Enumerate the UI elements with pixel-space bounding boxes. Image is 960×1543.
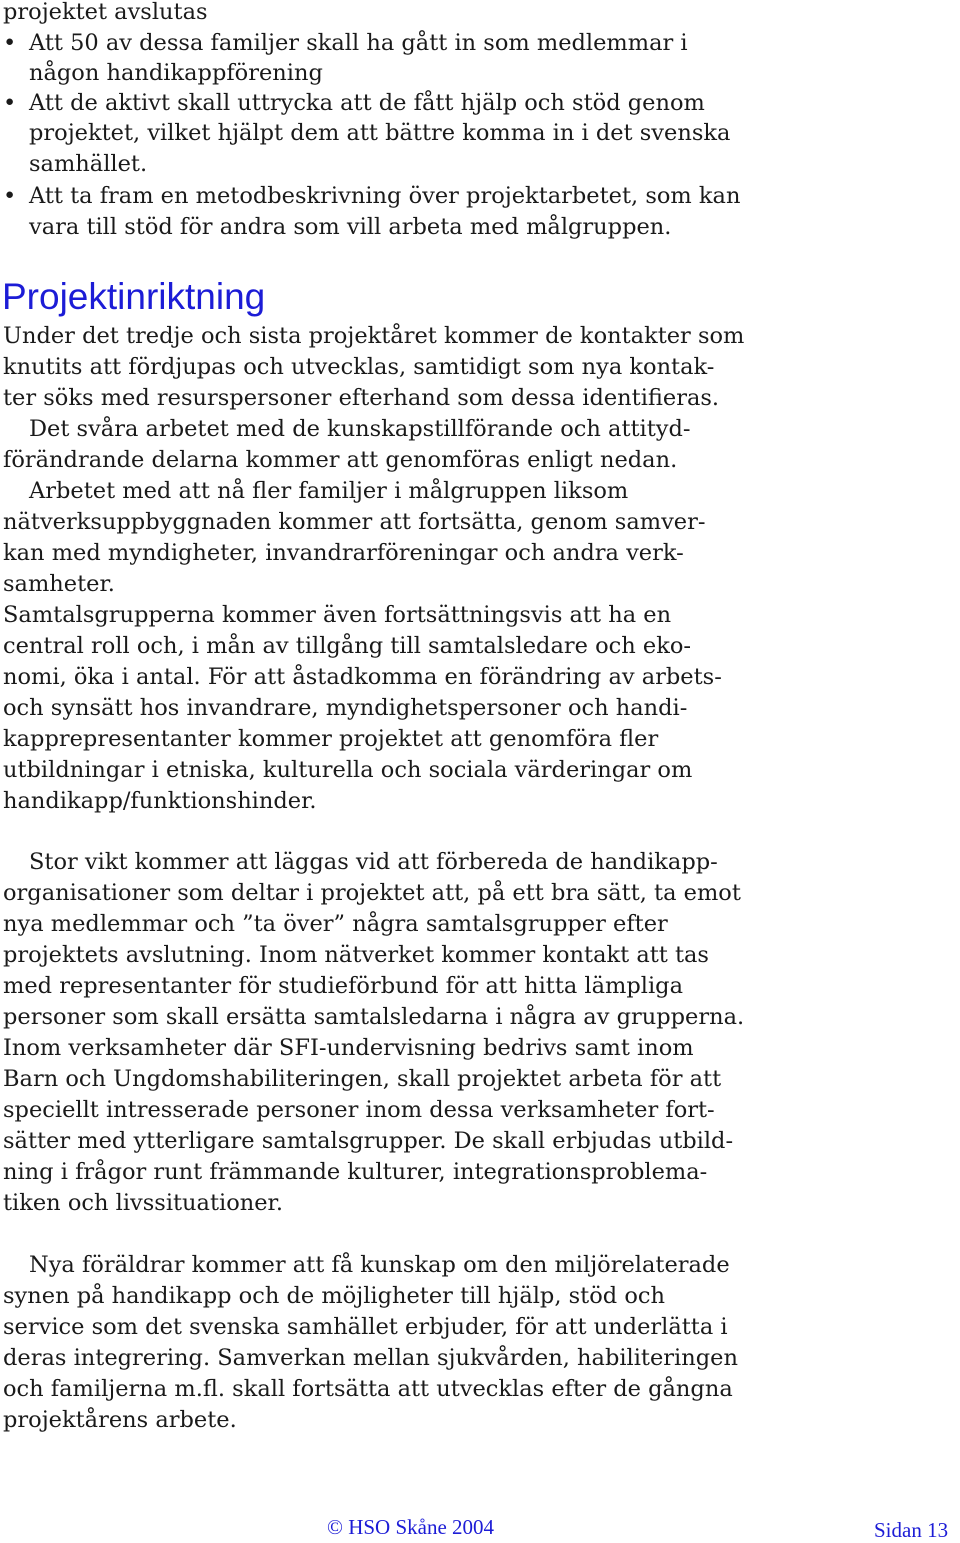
bullet-icon: • — [3, 90, 17, 116]
body-line: knutits att fördjupas och utvecklas, samtidigt som nya kontak- — [3, 354, 715, 380]
page-number: Sidan 13 — [874, 1518, 949, 1542]
body-line: service som det svenska samhället erbjuder, för att underlätta i — [3, 1314, 728, 1340]
body-line: ter söks med resurspersoner efterhand som dessa identifieras. — [3, 385, 720, 411]
body-line: tiken och livssituationer. — [3, 1190, 283, 1216]
list-item: Att 50 av dessa familjer skall ha gått in som medlemmar i — [29, 30, 688, 56]
bullet-icon: • — [3, 30, 17, 56]
body-line: och synsätt hos invandrare, myndighetspersoner och handi- — [3, 695, 688, 721]
body-line: speciellt intresserade personer inom dessa verksamheter fort- — [3, 1097, 715, 1123]
list-item: samhället. — [29, 151, 148, 177]
body-line: nätverksuppbyggnaden kommer att fortsätta, genom samver- — [3, 509, 706, 535]
list-item: Att de aktivt skall uttrycka att de fått hjälp och stöd genom — [29, 90, 705, 116]
body-line: med representanter för studieförbund för att hitta lämpliga — [3, 973, 683, 999]
body-line: projektårens arbete. — [3, 1407, 237, 1433]
body-line: central roll och, i mån av tillgång till samtalsledare och eko- — [3, 633, 691, 659]
body-line: kan med myndigheter, invandrarföreningar och andra verk- — [3, 540, 684, 566]
body-line: förändrande delarna kommer att genomföras enligt nedan. — [3, 447, 678, 473]
body-line: utbildningar i etniska, kulturella och sociala värderingar om — [3, 757, 693, 783]
body-line: nomi, öka i antal. För att åstadkomma en förändring av arbets- — [3, 664, 722, 690]
list-item: någon handikappförening — [29, 60, 323, 86]
body-line: nya medlemmar och ”ta över” några samtalsgrupper efter — [3, 911, 668, 937]
body-line: kapprepresentanter kommer projektet att genomföra fler — [3, 726, 659, 752]
body-line: Inom verksamheter där SFI-undervisning bedrivs samt inom — [3, 1035, 694, 1061]
bullet-icon: • — [3, 183, 17, 209]
body-line: Under det tredje och sista projektåret kommer de kontakter som — [3, 323, 745, 349]
body-line: ning i frågor runt främmande kulturer, integrationsproblema- — [3, 1159, 708, 1185]
body-line: Arbetet med att nå fler familjer i målgruppen liksom — [29, 478, 629, 504]
body-line: Barn och Ungdomshabiliteringen, skall projektet arbeta för att — [3, 1066, 722, 1092]
body-line: och familjerna m.fl. skall fortsätta att utvecklas efter de gångna — [3, 1376, 733, 1402]
body-line: Samtalsgrupperna kommer även fortsättningsvis att ha en — [3, 602, 672, 628]
body-line: deras integrering. Samverkan mellan sjukvården, habiliteringen — [3, 1345, 738, 1371]
body-line: personer som skall ersätta samtalsledarna i några av grupperna. — [3, 1004, 745, 1030]
list-item: vara till stöd för andra som vill arbeta med målgruppen. — [29, 214, 672, 240]
body-line: handikapp/funktionshinder. — [3, 788, 317, 814]
body-line: Det svåra arbetet med de kunskapstillförande och attityd- — [29, 416, 691, 442]
body-line: samheter. — [3, 571, 115, 597]
body-line: Nya föräldrar kommer att få kunskap om den miljörelaterade — [29, 1252, 730, 1278]
section-heading: Projektinriktning — [2, 276, 266, 317]
copyright-footer: © HSO Skåne 2004 — [327, 1515, 495, 1539]
body-line: synen på handikapp och de möjligheter till hjälp, stöd och — [3, 1283, 665, 1309]
body-line: projektets avslutning. Inom nätverket kommer kontakt att tas — [3, 942, 709, 968]
body-line: organisationer som deltar i projektet att, på ett bra sätt, ta emot — [3, 880, 741, 906]
list-item: projektet, vilket hjälpt dem att bättre komma in i det svenska — [29, 120, 731, 146]
list-item: Att ta fram en metodbeskrivning över projektarbetet, som kan — [29, 183, 741, 209]
continuation-text: projektet avslutas — [3, 0, 208, 25]
body-line: sätter med ytterligare samtalsgrupper. De skall erbjudas utbild- — [3, 1128, 734, 1154]
body-line: Stor vikt kommer att läggas vid att förbereda de handikapp- — [29, 849, 718, 875]
